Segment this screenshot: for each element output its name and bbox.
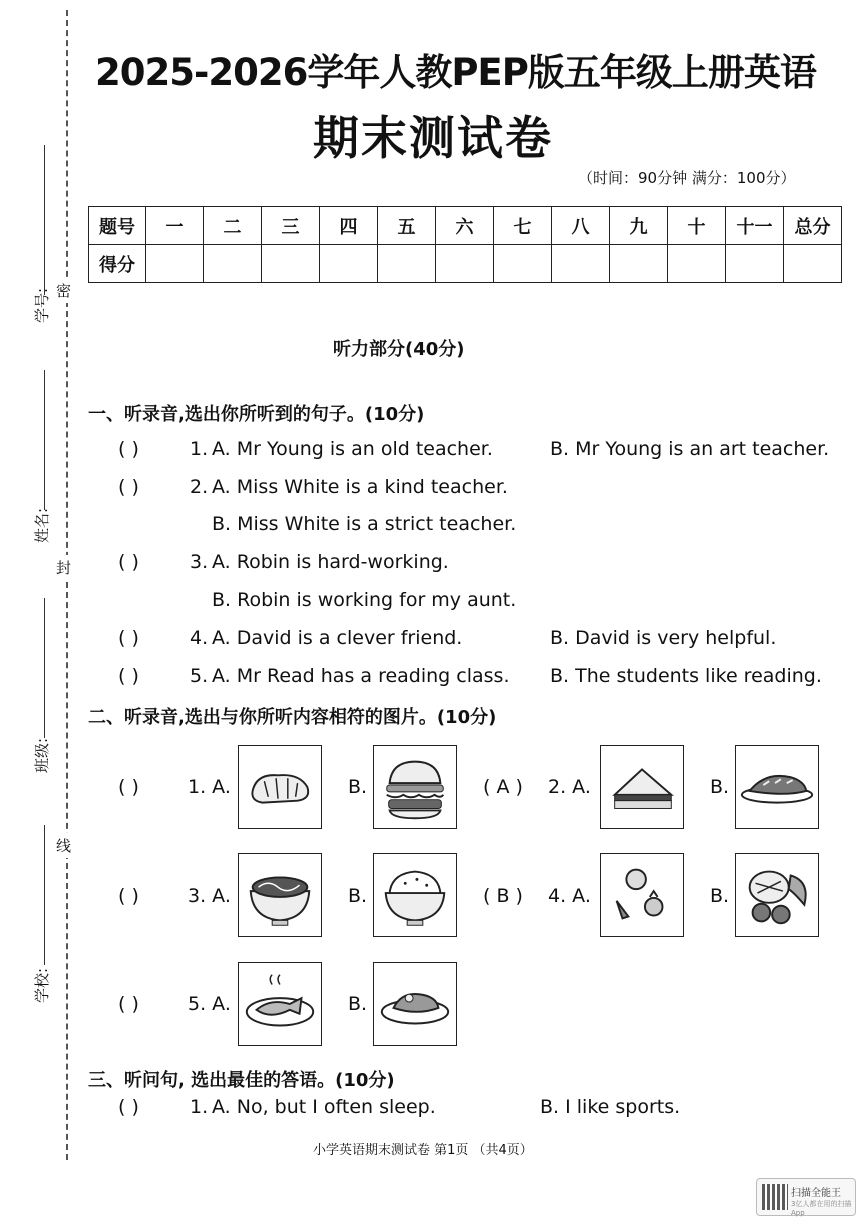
col-5: 五 <box>378 207 436 245</box>
rice-icon[interactable] <box>373 853 457 937</box>
vegetables-icon[interactable] <box>600 853 684 937</box>
option-b-label: B. <box>348 993 368 1015</box>
score-cell[interactable] <box>146 245 204 283</box>
score-cell[interactable] <box>494 245 552 283</box>
page-footer: 小学英语期末测试卷 第1页 （共4页） <box>313 1143 533 1158</box>
col-10: 十 <box>668 207 726 245</box>
answer-blank[interactable]: ( ) <box>118 993 139 1015</box>
exam-subtitle: 期末测试卷 <box>313 111 553 165</box>
seal-feng: 封 <box>56 555 71 580</box>
school-label: 学校: <box>33 967 52 1004</box>
col-total: 总分 <box>784 207 842 245</box>
question-label: 1. A. <box>188 776 231 798</box>
col-2: 二 <box>204 207 262 245</box>
answer-blank[interactable]: ( ) <box>118 665 139 687</box>
option-a: A. Mr Read has a reading class. <box>212 665 510 687</box>
exam-meta: （时间：90分钟 满分：100分） <box>578 169 796 187</box>
col-4: 四 <box>320 207 378 245</box>
student-id-label: 学号: <box>33 287 52 324</box>
class-blank <box>44 598 45 738</box>
answer-blank[interactable]: ( ) <box>118 776 139 798</box>
fish-plate-icon[interactable] <box>238 962 322 1046</box>
answer-blank[interactable]: ( B ) <box>483 885 523 907</box>
option-a: A. Mr Young is an old teacher. <box>212 438 493 460</box>
score-cell[interactable] <box>552 245 610 283</box>
qr-code-icon <box>762 1184 788 1210</box>
seal-mi: 密 <box>56 278 71 303</box>
question-number: 4. <box>190 627 209 649</box>
section-1-heading: 一、听录音,选出你所听到的句子。(10分) <box>88 404 425 425</box>
student-id-blank <box>44 145 45 295</box>
watermark-brand: 扫描全能王 <box>791 1188 841 1199</box>
answer-blank[interactable]: ( A ) <box>483 776 523 798</box>
fish-dish-icon[interactable] <box>735 745 819 829</box>
answer-blank[interactable]: ( ) <box>118 1096 139 1118</box>
answer-blank[interactable]: ( ) <box>118 438 139 460</box>
col-8: 八 <box>552 207 610 245</box>
option-a: A. No, but I often sleep. <box>212 1096 436 1118</box>
option-b-label: B. <box>710 885 730 907</box>
question-number: 1. <box>190 438 209 460</box>
question-number: 1. <box>190 1096 209 1118</box>
option-b: B. The students like reading. <box>550 665 822 687</box>
question-number: 5. <box>190 665 209 687</box>
option-b-label: B. <box>348 776 368 798</box>
score-cell[interactable] <box>262 245 320 283</box>
score-cell[interactable] <box>204 245 262 283</box>
col-11: 十一 <box>726 207 784 245</box>
noodles-icon[interactable] <box>238 853 322 937</box>
col-7: 七 <box>494 207 552 245</box>
option-b: B. I like sports. <box>540 1096 681 1118</box>
score-cell[interactable] <box>610 245 668 283</box>
exam-title: 2025-2026学年人教PEP版五年级上册英语 <box>95 51 816 94</box>
score-cell[interactable] <box>320 245 378 283</box>
sandwich-icon[interactable] <box>600 745 684 829</box>
header-label: 题号 <box>89 207 146 245</box>
name-label: 姓名: <box>33 507 52 544</box>
option-b-label: B. <box>348 885 368 907</box>
score-cell[interactable] <box>784 245 842 283</box>
question-label: 3. A. <box>188 885 231 907</box>
option-a: A. Miss White is a kind teacher. <box>212 476 508 498</box>
name-blank <box>44 370 45 510</box>
fruit-icon[interactable] <box>735 853 819 937</box>
option-b: B. Miss White is a strict teacher. <box>212 513 517 535</box>
bread-icon[interactable] <box>238 745 322 829</box>
question-number: 2. <box>190 476 209 498</box>
chicken-plate-icon[interactable] <box>373 962 457 1046</box>
option-a: A. David is a clever friend. <box>212 627 463 649</box>
answer-blank[interactable]: ( ) <box>118 885 139 907</box>
col-3: 三 <box>262 207 320 245</box>
question-label: 5. A. <box>188 993 231 1015</box>
option-b: B. Mr Young is an art teacher. <box>550 438 830 460</box>
col-1: 一 <box>146 207 204 245</box>
binding-dashed-line <box>66 10 68 1160</box>
question-label: 4. A. <box>548 885 591 907</box>
score-table-header-row <box>89 207 842 245</box>
seal-xian: 线 <box>56 833 71 858</box>
col-9: 九 <box>610 207 668 245</box>
score-label: 得分 <box>89 245 146 283</box>
school-blank <box>44 825 45 965</box>
section-3-heading: 三、听问句, 选出最佳的答语。(10分) <box>88 1070 395 1091</box>
option-a: A. Robin is hard-working. <box>212 551 449 573</box>
answer-blank[interactable]: ( ) <box>118 551 139 573</box>
col-6: 六 <box>436 207 494 245</box>
score-table <box>88 206 842 283</box>
question-number: 3. <box>190 551 209 573</box>
option-b: B. Robin is working for my aunt. <box>212 589 517 611</box>
score-cell[interactable] <box>668 245 726 283</box>
listening-section-title: 听力部分(40分) <box>333 339 465 360</box>
score-cell[interactable] <box>436 245 494 283</box>
hamburger-icon[interactable] <box>373 745 457 829</box>
answer-blank[interactable]: ( ) <box>118 627 139 649</box>
section-2-heading: 二、听录音,选出与你所听内容相符的图片。(10分) <box>88 707 497 728</box>
class-label: 班级: <box>33 737 52 774</box>
question-label: 2. A. <box>548 776 591 798</box>
option-b-label: B. <box>710 776 730 798</box>
score-cell[interactable] <box>726 245 784 283</box>
score-cell[interactable] <box>378 245 436 283</box>
option-b: B. David is very helpful. <box>550 627 777 649</box>
score-table-score-row <box>89 245 842 283</box>
watermark-sub: 3亿人都在用的扫描App <box>791 1200 852 1217</box>
answer-blank[interactable]: ( ) <box>118 476 139 498</box>
scanner-watermark <box>756 1178 856 1216</box>
